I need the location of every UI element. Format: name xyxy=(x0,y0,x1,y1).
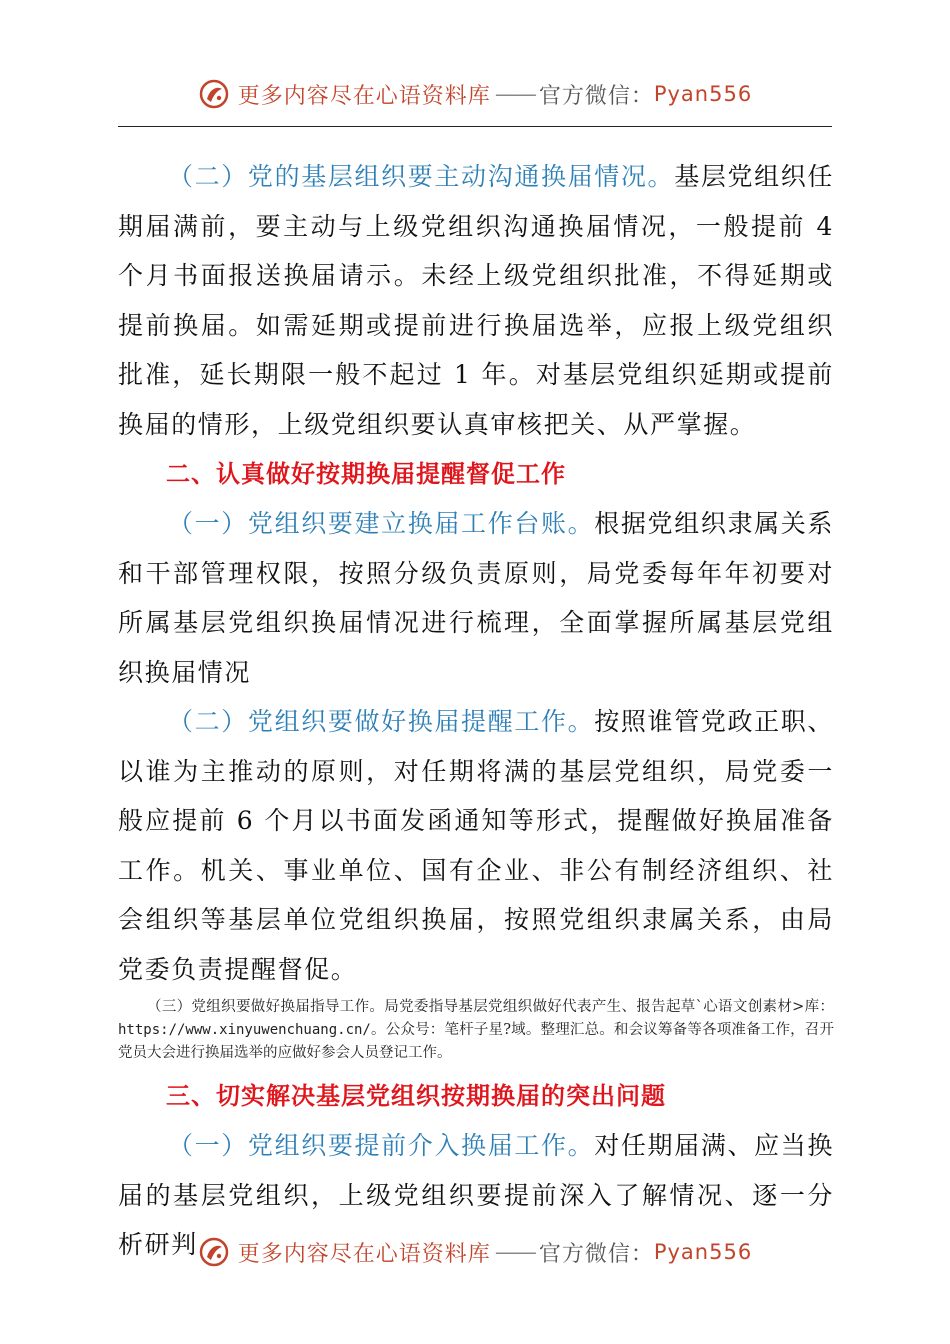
footer-separator: —— xyxy=(494,1239,535,1265)
header-divider xyxy=(118,126,832,127)
paragraph xyxy=(118,697,834,994)
footer-wechat-id: Pyan556 xyxy=(653,1240,753,1264)
small-note-text-a: （三）党组织要做好换届指导工作。局党委指导基层党组织做好代表产生、报告起草`心语文创素材>库： xyxy=(147,999,834,1015)
paragraph xyxy=(118,152,834,449)
paragraph-text: 根据党组织隶属关系和干部管理权限，按照分级负责原则，局党委每年年初要对所属基层党组织换届情况进行梳理，全面掌握所属基层党组织换届情况 xyxy=(118,509,834,687)
small-note-paragraph xyxy=(118,996,834,1065)
header-banner-text: 更多内容尽在心语资料库 xyxy=(237,83,491,109)
document-body xyxy=(118,152,834,1270)
header-separator: —— xyxy=(494,81,535,107)
section-heading: 三、切实解决基层党组织按期换届的突出问题 xyxy=(166,1082,666,1110)
page-header-watermark xyxy=(0,74,950,114)
subheading: （一）党组织要建立换届工作台账。 xyxy=(168,509,595,538)
paragraph-text: 基层党组织任期届满前，要主动与上级党组织沟通换届情况，一般提前 4 个月书面报送换届请示。未经上级党组织批准，不得延期或提前换届。如需延期或提前进行换届选举，应报上级党组织批准，延长期限一般不起过 1 年。对基层党组织延期或提前换届的情形，上级党组织要认真审核把关、从严掌握。 xyxy=(118,162,834,439)
subheading: （二）党组织要做好换届提醒工作。 xyxy=(168,707,595,736)
paragraph xyxy=(118,499,834,697)
paragraph-text: 按照谁管党政正职、以谁为主推动的原则，对任期将满的基层党组织，局党委一般应提前 6 个月以书面发函通知等形式，提醒做好换届准备工作。机关、事业单位、国有企业、非公有制经济组织、社会组织等基层单位党组织换届，按照党组织隶属关系，由局党委负责提醒督促。 xyxy=(118,707,834,984)
small-note-text-b: 。公众号：笔杆子星?域。整理汇总。和会议筹备等各项准备工作，召开党员大会进行换届选举的应做好参会人员登记工作。 xyxy=(118,1022,834,1061)
brand-logo-icon xyxy=(198,78,230,110)
footer-banner-text: 更多内容尽在心语资料库 xyxy=(237,1241,491,1267)
header-wechat-id: Pyan556 xyxy=(653,82,753,106)
brand-logo-icon xyxy=(198,1236,230,1268)
subheading: （一）党组织要提前介入换届工作。 xyxy=(168,1131,595,1160)
page-footer-watermark xyxy=(0,1232,950,1272)
subheading: （二）党的基层组织要主动沟通换届情况。 xyxy=(168,162,675,191)
section-heading: 二、认真做好按期换届提醒督促工作 xyxy=(166,460,566,488)
header-wechat-label: 官方微信： xyxy=(538,83,654,109)
footer-wechat-label: 官方微信： xyxy=(538,1241,654,1267)
paragraph-text: 对任期届满、应当换届的基层党组织，上级党组织要提前深入了解情况、逐一分析研判 xyxy=(118,1131,834,1259)
small-note-url: https://www.xinyuwenchuang.cn/ xyxy=(118,1022,371,1038)
